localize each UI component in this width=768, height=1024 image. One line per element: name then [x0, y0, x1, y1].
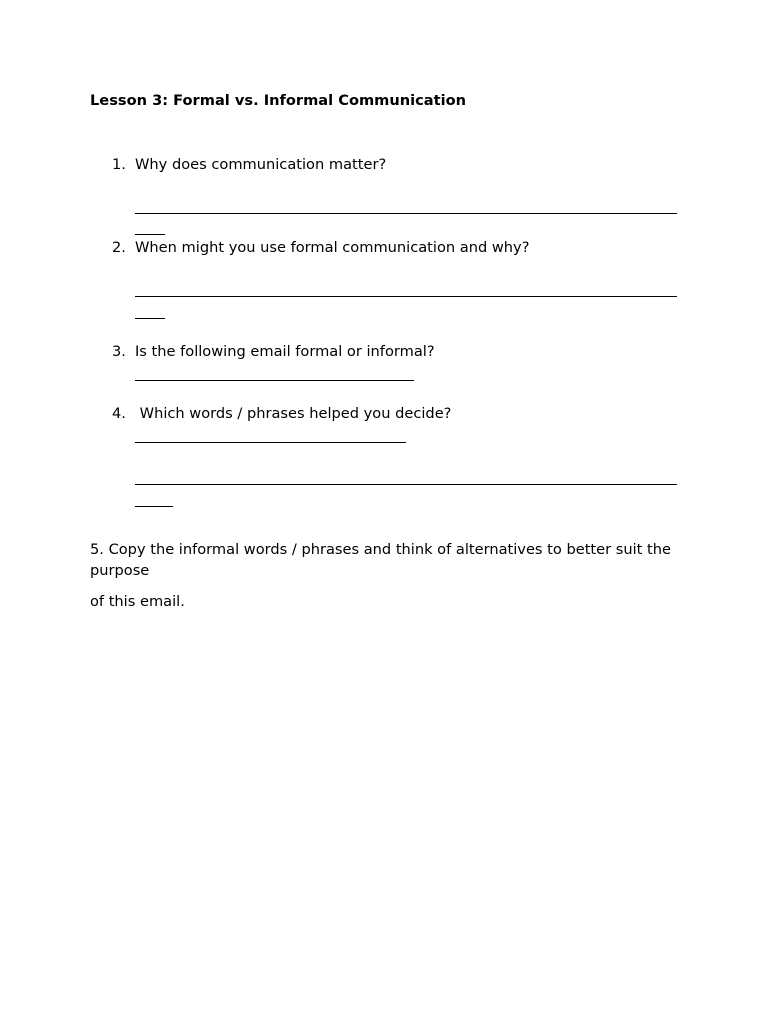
answer-line-4b-wrap[interactable] [135, 506, 173, 507]
answer-line-1[interactable] [135, 213, 677, 214]
question-2-text: When might you use formal communication and why? [135, 239, 530, 256]
question-5-line-2: of this email. [90, 593, 185, 610]
answer-line-1-wrap[interactable] [135, 234, 165, 235]
question-4-number: 4. [112, 405, 126, 422]
question-2-number: 2. [112, 239, 126, 256]
lesson-title: Lesson 3: Formal vs. Informal Communication [90, 92, 467, 109]
question-3-number: 3. [112, 343, 126, 360]
question-3-text: Is the following email formal or informal? [135, 343, 435, 360]
question-1-number: 1. [112, 156, 126, 173]
answer-line-3[interactable] [135, 380, 414, 381]
answer-line-2-wrap[interactable] [135, 318, 165, 319]
question-1-text: Why does communication matter? [135, 156, 387, 173]
answer-line-4b[interactable] [135, 484, 677, 485]
answer-line-4[interactable] [135, 442, 406, 443]
question-5-line-1: 5. Copy the informal words / phrases and think of alternatives to better suit the purpose [90, 541, 671, 579]
answer-line-2[interactable] [135, 296, 677, 297]
question-4-text: Which words / phrases helped you decide? [135, 405, 452, 422]
